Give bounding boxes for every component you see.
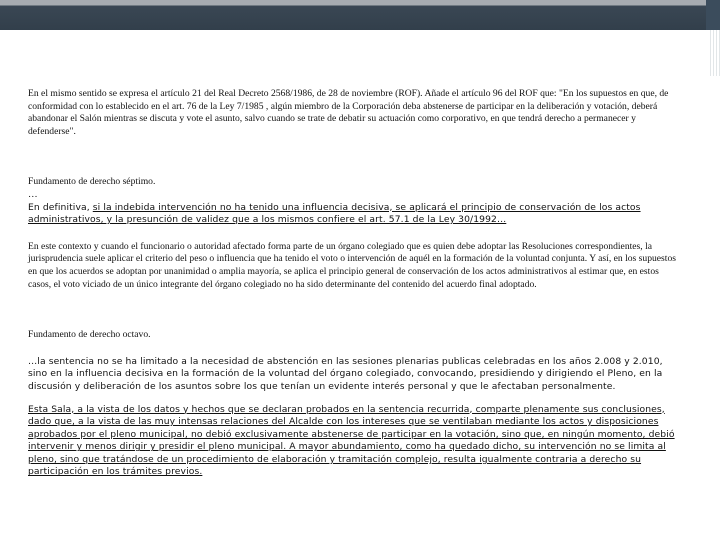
paragraph-sentencia: …la sentencia no se ha limitado a la necesidad de abstención en las sesiones plenarias publicas celebradas en los años 2.008 y 2.010, sino en la influencia decisiva en la formación de la voluntad del órgano colegiado, convocando, presidiendo y dirigiendo el Pleno, en la discusión y deliberación de los asuntos sobre los que tenían un evidente interés personal y que le afectaban personalmente.	[28, 355, 663, 392]
paragraph-en-definitiva	[28, 202, 676, 227]
title-bar-accent	[706, 0, 720, 30]
heading-fundamento-septimo: Fundamento de derecho séptimo.	[28, 176, 156, 188]
heading-fundamento-octavo: Fundamento de derecho octavo.	[28, 329, 151, 341]
title-bar	[0, 0, 720, 30]
paragraph-prefix: En definitiva,	[28, 201, 93, 213]
underlined-conclusion: si la indebida intervención no ha tenido una influencia decisiva, se aplicará el principio de conservación de los actos administrativos, y la presunción de validez que a los mismos confiere el art. 57.1 de la Ley 30/1992…	[28, 201, 641, 226]
paragraph-rof: En el mismo sentido se expresa el artículo 21 del Real Decreto 2568/1986, de 28 de noviembre (ROF). Añade el artículo 96 del ROF que: "En los supuestos en que, de conformidad con lo establecido en el art. 76 de la Ley 7/1985 , algún miembro de la Corporación deba abstenerse de participar en la deliberación y votación, deberá abandonar el Salón mientras se discuta y vote el asunto, salvo cuando se trate de debatir su actuación como corporativo, en que tendrá derecho a permanecer y defenderse".	[28, 88, 669, 137]
ellipsis: …	[28, 188, 38, 200]
decorative-lines	[710, 30, 720, 76]
paragraph-contexto: En este contexto y cuando el funcionario o autoridad afectado forma parte de un órgano colegiado que es quien debe adoptar las Resoluciones correspondientes, la jurisprudencia suele aplicar el criterio del peso o influencia que ha tenido el voto o intervención de aquél en la formación de la voluntad conjunta. Y así, en los supuestos en que los acuerdos se adoptan por unanimidad o amplia mayoría, se aplica el principio general de conservación de los actos administrativos al estimar que, en estos casos, el voto viciado de un único integrante del órgano colegiado no ha sido determinante del contenido del acuerdo final adoptado.	[28, 240, 676, 290]
title-bar-band	[0, 0, 706, 30]
paragraph-sala: Esta Sala, a la vista de los datos y hechos que se declaran probados en la sentencia recurrida, comparte plenamente sus conclusiones, dado que, a la vista de las muy intensas relaciones del Alcalde con los intereses que se ventilaban mediante los actos y disposiciones aprobados por el pleno municipal, no debió exclusivamente abstenerse de participar en la votación, sino que, en ningún momento, debió intervenir y menos dirigir y presidir el pleno municipal. A mayor abundamiento, como ha quedado dicho, su intervención no se limita al pleno, sino que tratándose de un procedimiento de elaboración y tramitación complejo, resulta igualmente contraria a derecho su participación en los trámites previos.	[28, 403, 675, 478]
document-body	[28, 88, 676, 479]
